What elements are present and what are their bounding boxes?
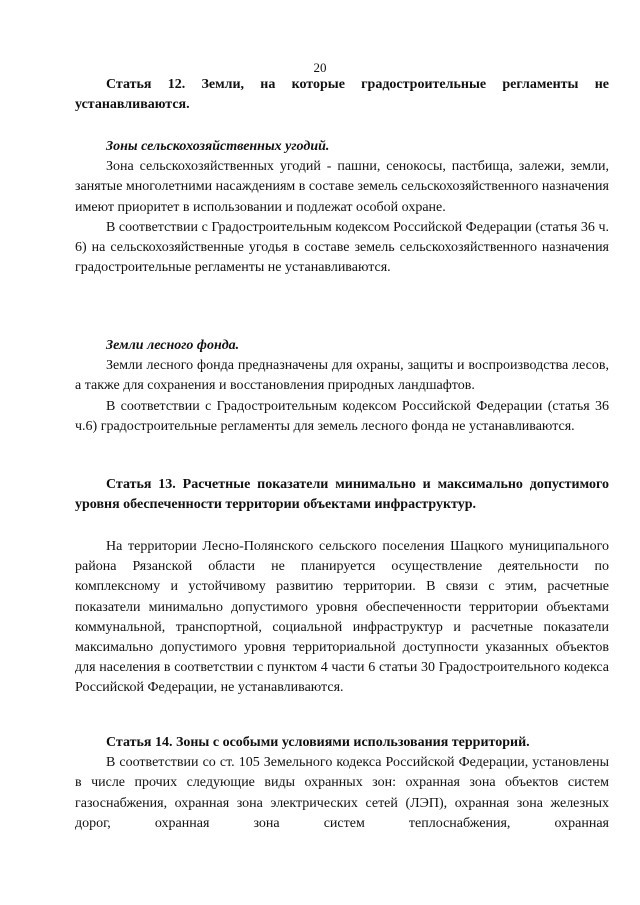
article-13-heading-block (75, 475, 609, 515)
forest-lands-paragraph-2: В соответствии с Градостроительным кодексом Российской Федерации (статья 36 ч.6) градостроительные регламенты для земель лесного фонда не устанавливаются. (75, 398, 609, 434)
article-14-paragraph: В соответствии со ст. 105 Земельного кодекса Российской Федерации, установлены в числе прочих следующие виды охранных зон: охранная зона объектов систем газоснабжения, охранная зона электрических сетей (ЛЭП), охранная зона железных дорог, охранная зона систем теплоснабжения, охранная (75, 755, 609, 831)
article-14-heading: Статья 14. Зоны с особыми условиями использования территорий. (106, 735, 530, 750)
article-14-section (75, 733, 609, 834)
agricultural-lands-paragraph-1: Зона сельскохозяйственных угодий - пашни, сенокосы, пастбища, залежи, земли, занятые многолетними насаждениям в составе земель сельскохозяйственного назначения имеют приоритет в использовании и подлежат особой охране. (75, 159, 609, 215)
forest-lands-section (75, 336, 609, 437)
forest-lands-title: Земли лесного фонда. (106, 338, 240, 353)
agricultural-lands-paragraph-2: В соответствии с Градостроительным кодексом Российской Федерации (статья 36 ч. 6) на сельскохозяйственные угодья в составе земель сельскохозяйственного назначения градостроительные регламенты не устанавливаются. (75, 219, 609, 276)
article-12-heading-block (75, 75, 609, 115)
article-13-body-block (75, 537, 609, 699)
article-13-paragraph: На территории Лесно-Полянского сельского поселения Шацкого муниципального района Рязанской области не планируется осуществление деятельности по комплексному и устойчивому развитию территории. В связи с этим, расчетные показатели минимально допустимого уровня обеспеченности территории объектами коммунальной, транспортной, социальной инфраструктур и расчетные показатели максимально допустимого уровня территориальной доступности указанных объектов для населения в соответствии с пунктом 4 части 6 статьи 30 Градостроительного кодекса Российской Федерации, не устанавливаются. (75, 539, 609, 696)
article-13-heading: Статья 13. Расчетные показатели минимально и максимально допустимого уровня обеспеченности территории объектами инфраструктур. (75, 477, 609, 513)
agricultural-lands-title: Зоны сельскохозяйственных угодий. (106, 139, 330, 154)
agricultural-lands-section (75, 137, 609, 278)
page-number: 20 (313, 60, 327, 75)
forest-lands-paragraph-1: Земли лесного фонда предназначены для охраны, защиты и воспроизводства лесов, а также для сохранения и восстановления природных ландшафтов. (75, 358, 609, 394)
article-12-heading: Статья 12. Земли, на которые градостроительные регламенты не устанавливаются. (75, 77, 609, 113)
